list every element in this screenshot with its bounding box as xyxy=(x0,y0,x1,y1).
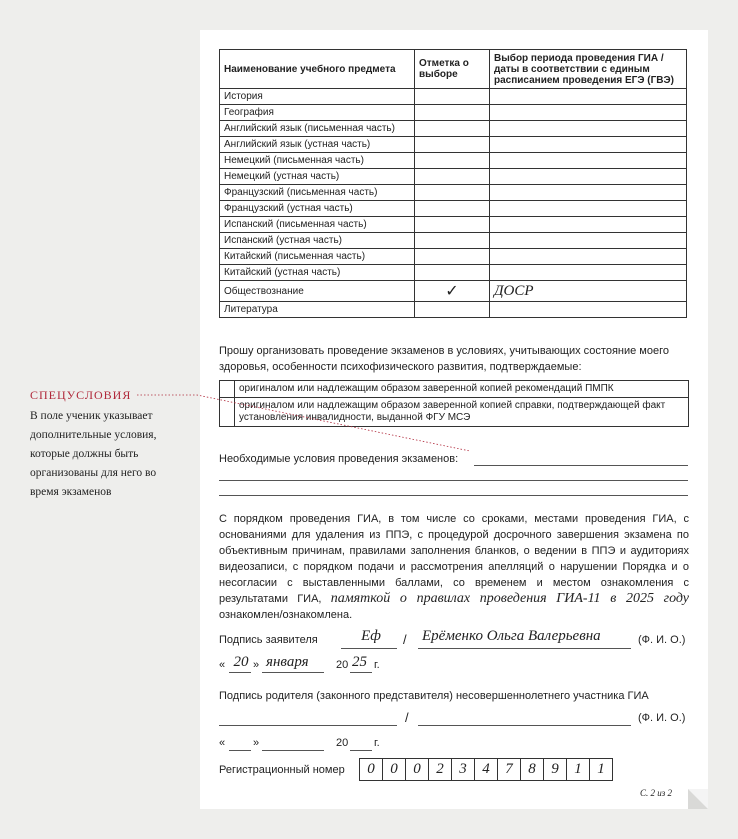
registration-digit: 7 xyxy=(497,759,520,780)
table-row xyxy=(220,153,687,169)
parent-year-field[interactable] xyxy=(350,750,372,751)
mark-cell[interactable] xyxy=(415,302,490,318)
year-suffix: г. xyxy=(374,659,380,671)
subject-cell: Английский язык (устная часть) xyxy=(220,137,415,153)
name-field[interactable] xyxy=(418,648,631,649)
period-cell[interactable] xyxy=(490,89,687,105)
table-row xyxy=(220,281,687,302)
mark-cell[interactable] xyxy=(415,217,490,233)
period-cell[interactable] xyxy=(490,185,687,201)
table-row xyxy=(220,121,687,137)
period-cell[interactable] xyxy=(490,233,687,249)
period-cell[interactable] xyxy=(490,302,687,318)
month-field[interactable] xyxy=(262,672,324,673)
parent-fio-label: (Ф. И. О.) xyxy=(638,712,686,724)
date-day: 20 xyxy=(233,654,249,670)
subject-cell: Французский (устная часть) xyxy=(220,201,415,217)
registration-digit: 0 xyxy=(367,761,375,777)
parent-year-suffix: г. xyxy=(374,737,380,749)
signature-mark: Еф xyxy=(361,628,381,644)
subject-cell: География xyxy=(220,105,415,121)
date-quote-close: » xyxy=(253,659,260,671)
period-cell[interactable] xyxy=(490,217,687,233)
subject-cell: Немецкий (устная часть) xyxy=(220,169,415,185)
period-cell[interactable] xyxy=(490,137,687,153)
table-row xyxy=(220,201,687,217)
mark-cell[interactable] xyxy=(415,201,490,217)
subject-cell: Испанский (устная часть) xyxy=(220,233,415,249)
applicant-name: Ерёменко Ольга Валерьевна xyxy=(422,628,601,644)
parent-slash: / xyxy=(405,710,409,725)
page-fold xyxy=(688,789,708,809)
subject-cell: Обществознание xyxy=(220,281,415,302)
subject-cell: Немецкий (письменная часть) xyxy=(220,153,415,169)
connector-line xyxy=(135,393,475,453)
date-quote-open: « xyxy=(219,659,226,671)
conditions-field[interactable] xyxy=(219,495,688,496)
year-field[interactable] xyxy=(350,672,372,673)
subject-cell: Французский (письменная часть) xyxy=(220,185,415,201)
registration-digit: 3 xyxy=(451,759,474,780)
mark-cell[interactable] xyxy=(415,169,490,185)
agreement-italic: памяткой о правилах проведения ГИА-11 в 2025 году xyxy=(330,591,689,606)
period-cell[interactable] xyxy=(490,249,687,265)
registration-digit: 0 xyxy=(382,759,405,780)
parent-name-field[interactable] xyxy=(418,725,631,726)
registration-digit: 1 xyxy=(589,759,612,780)
parent-month-field[interactable] xyxy=(262,750,324,751)
table-row xyxy=(220,217,687,233)
conditions-label: Необходимые условия проведения экзаменов: xyxy=(219,453,459,465)
subjects-table xyxy=(219,49,687,318)
period-cell[interactable] xyxy=(490,153,687,169)
agreement-text xyxy=(219,511,689,623)
period-cell[interactable]: ДОСР xyxy=(490,281,687,302)
table-row xyxy=(220,302,687,318)
period-cell[interactable] xyxy=(490,265,687,281)
mark-cell[interactable] xyxy=(415,265,490,281)
parent-day-field[interactable] xyxy=(229,750,251,751)
table-row xyxy=(220,185,687,201)
parent-signature-field[interactable] xyxy=(219,725,397,726)
mark-cell[interactable] xyxy=(415,105,490,121)
agreement-main: С порядком проведения ГИА, в том числе со сроками, местами проведения ГИА, с основаниями для удаления из ППЭ, с процедурой досрочного завершения экзамена по объективным причинам, правилами заполнения бланков, о ведении в ППЭ и аудиториях видеозаписи, с порядком подачи и рассмотрения апелляций о нарушении Порядка и о несогласии с выставленными баллами, со временем и местом ознакомления с результатами ГИА, xyxy=(219,513,689,605)
period-cell[interactable] xyxy=(490,169,687,185)
day-field[interactable] xyxy=(229,672,251,673)
mark-cell[interactable] xyxy=(415,137,490,153)
parent-date-quote-close: » xyxy=(253,737,260,749)
mark-cell[interactable] xyxy=(415,233,490,249)
subject-cell: Английский язык (письменная часть) xyxy=(220,121,415,137)
registration-label: Регистрационный номер xyxy=(219,764,345,776)
registration-digit: 1 xyxy=(566,759,589,780)
doc-text: оригиналом или надлежащим образом заверенной копией справки, подтверждающей факт установления инвалидности, выданной ФГУ МСЭ xyxy=(235,398,689,427)
header-period: Выбор периода проведения ГИА / даты в соответствии с единым расписанием проведения ЕГЭ (ГВЭ) xyxy=(490,50,687,89)
signature-slash: / xyxy=(403,632,407,647)
mark-cell[interactable] xyxy=(415,121,490,137)
year-prefix: 20 xyxy=(336,659,349,671)
table-row xyxy=(220,265,687,281)
subject-cell: Китайский (устная часть) xyxy=(220,265,415,281)
date-year: 25 xyxy=(352,654,367,670)
table-row xyxy=(220,233,687,249)
header-subject: Наименование учебного предмета xyxy=(220,50,415,89)
fio-label: (Ф. И. О.) xyxy=(638,634,686,646)
signature-label: Подпись заявителя xyxy=(219,634,318,646)
conditions-field[interactable] xyxy=(219,480,688,481)
mark-cell[interactable] xyxy=(415,185,490,201)
mark-cell[interactable] xyxy=(415,249,490,265)
mark-cell[interactable] xyxy=(415,89,490,105)
date-month: января xyxy=(266,654,309,670)
parent-date-quote-open: « xyxy=(219,737,226,749)
parent-label: Подпись родителя (законного представителя) несовершеннолетнего участника ГИА xyxy=(219,690,649,702)
registration-digit: 8 xyxy=(520,759,543,780)
registration-number[interactable] xyxy=(359,758,613,781)
doc-text: оригиналом или надлежащим образом заверенной копией рекомендаций ПМПК xyxy=(235,381,689,398)
registration-digit: 9 xyxy=(543,759,566,780)
subject-cell: Испанский (письменная часть) xyxy=(220,217,415,233)
registration-digit: 2 xyxy=(428,759,451,780)
page-number: С. 2 из 2 xyxy=(640,788,673,798)
table-row xyxy=(220,105,687,121)
mark-cell[interactable]: ✓ xyxy=(415,281,490,302)
registration-digit: 4 xyxy=(474,759,497,780)
table-row xyxy=(220,137,687,153)
registration-digit: 0 xyxy=(405,759,428,780)
sidebar-text: В поле ученик указывает дополнительные условия, которые должны быть организованы для него во время экзаменов xyxy=(30,410,157,498)
signature-field[interactable] xyxy=(341,648,397,649)
period-cell[interactable] xyxy=(490,121,687,137)
parent-year-prefix: 20 xyxy=(336,737,349,749)
subject-cell: Литература xyxy=(220,302,415,318)
table-row xyxy=(220,249,687,265)
agreement-end: ознакомлен/ознакомлена. xyxy=(219,609,353,621)
header-mark: Отметка о выборе xyxy=(415,50,490,89)
subject-cell: Китайский (письменная часть) xyxy=(220,249,415,265)
request-text: Прошу организовать проведение экзаменов в условиях, учитывающих состояние моего здоровья, особенности психофизического развития, подтверждаемые: xyxy=(219,345,669,373)
sidebar-title: СПЕЦУСЛОВИЯ xyxy=(30,388,132,402)
table-row xyxy=(220,89,687,105)
table-header-row xyxy=(220,50,687,89)
subject-cell: История xyxy=(220,89,415,105)
mark-cell[interactable] xyxy=(415,153,490,169)
period-cell[interactable] xyxy=(490,105,687,121)
table-row xyxy=(220,169,687,185)
period-cell[interactable] xyxy=(490,201,687,217)
conditions-field[interactable] xyxy=(474,465,688,466)
